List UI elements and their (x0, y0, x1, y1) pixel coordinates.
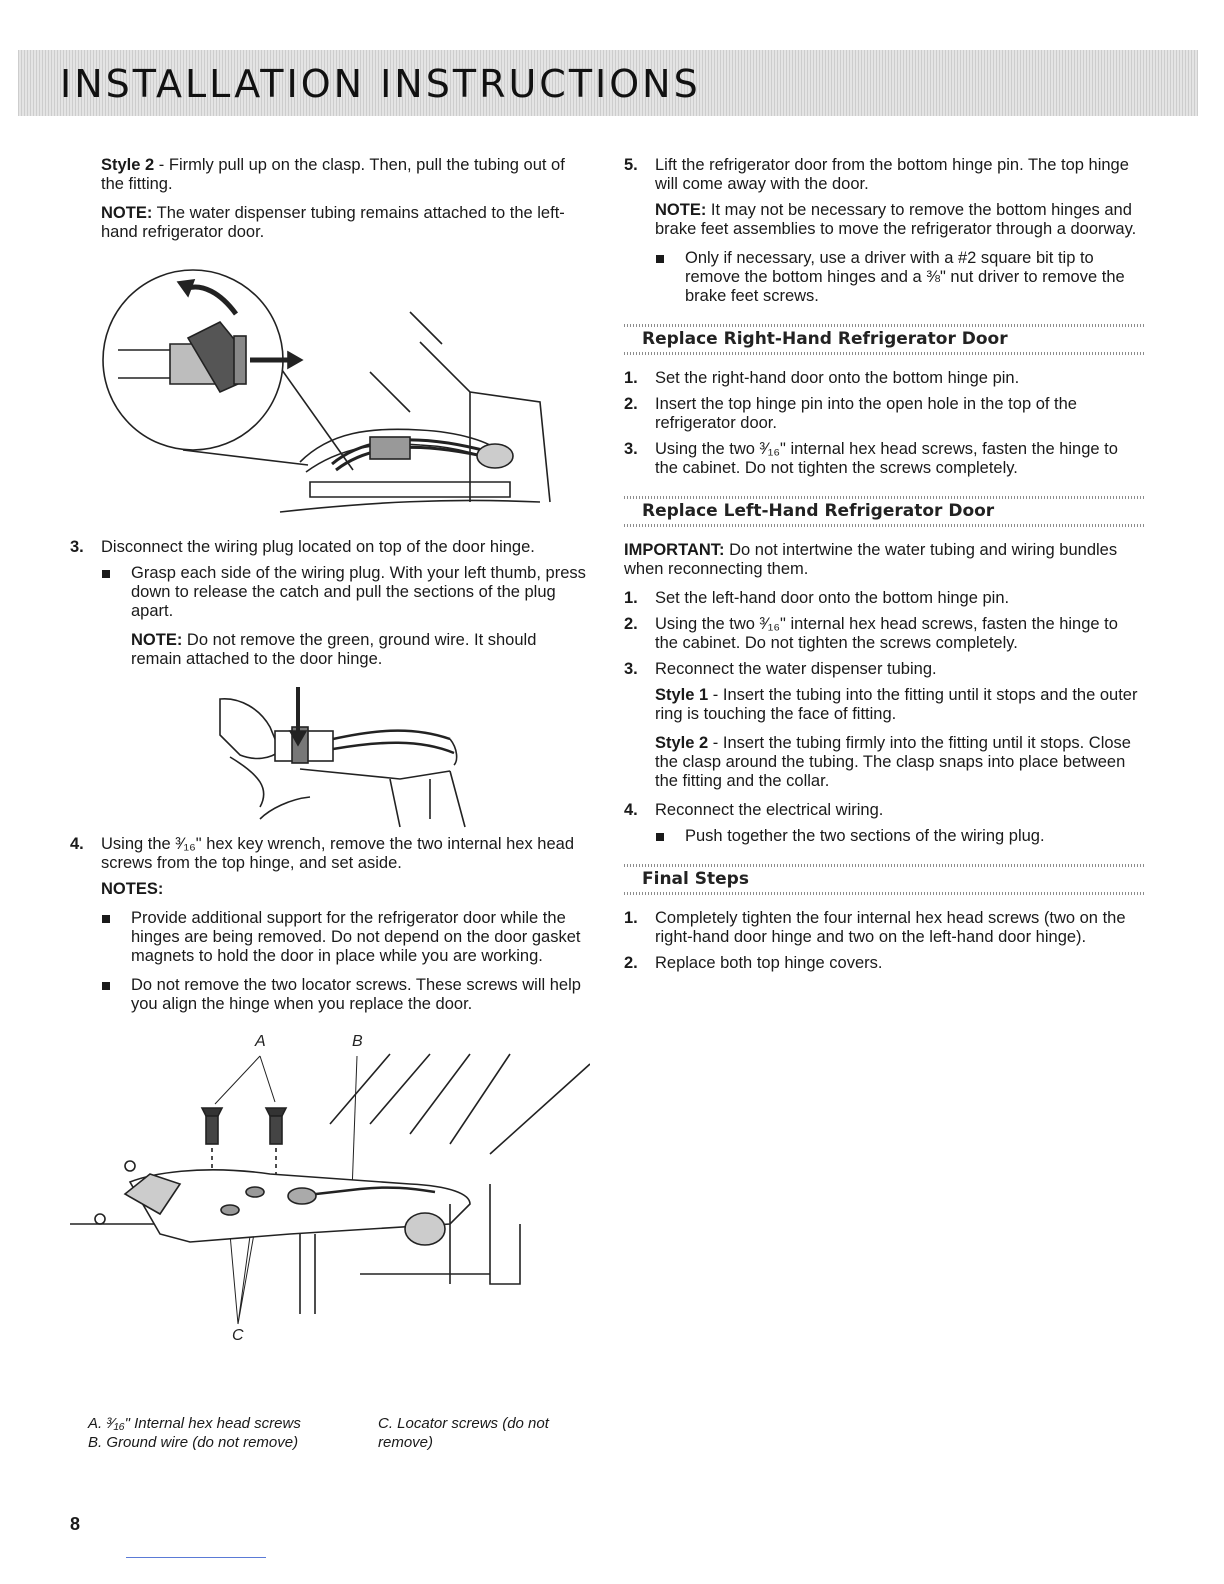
style2-paragraph (70, 156, 590, 194)
section-heading-left-hand: Replace Left-Hand Refrigerator Door (624, 496, 1144, 527)
step-number: 4. (624, 801, 638, 819)
bullet-text: Do not remove the two locator screws. These screws will help you align the hinge when you replace the door. (131, 976, 581, 1013)
bullet-marker (656, 255, 664, 263)
right-step-5 (624, 156, 1144, 194)
section-heading-right-hand: Replace Right-Hand Refrigerator Door (624, 324, 1144, 355)
note-paragraph (70, 204, 590, 242)
rh-step-3 (624, 440, 1144, 478)
legend-col-1 (88, 1414, 368, 1452)
rh-step-1 (624, 369, 1144, 388)
bullet-marker (102, 915, 110, 923)
step-text: Set the right-hand door onto the bottom hinge pin. (655, 369, 1020, 387)
legend-col-2 (378, 1414, 578, 1452)
lh-step-3 (624, 660, 1144, 679)
note-label: NOTE: (101, 204, 153, 222)
bullet-item (70, 909, 590, 966)
notes-label: NOTES: (101, 880, 164, 898)
legend-item-c: C. Locator screws (do not remove) (378, 1415, 549, 1451)
header-banner (18, 50, 1198, 116)
bullet-marker (102, 982, 110, 990)
step-text: Reconnect the water dispenser tubing. (655, 660, 937, 678)
figure-hinge-screws (70, 1024, 590, 1354)
final-step-2 (624, 954, 1144, 973)
bullet-item (624, 249, 1144, 306)
page-title: INSTALLATION INSTRUCTIONS (60, 62, 701, 106)
note-text: The water dispenser tubing remains attached to the left-hand refrigerator door. (101, 204, 565, 241)
style2-paragraph (624, 734, 1144, 791)
label-b: B (352, 1033, 363, 1050)
left-step-4 (70, 835, 590, 873)
step-number: 1. (624, 589, 638, 607)
step-text: Using the two ³⁄₁₆" internal hex head screws, fasten the hinge to the cabinet. Do not tighten the screws completely. (655, 440, 1118, 477)
step-number: 1. (624, 909, 638, 927)
style2-text: - Firmly pull up on the clasp. Then, pull the tubing out of the fitting. (101, 156, 565, 193)
step-number: 3. (624, 660, 638, 678)
label-c: C (232, 1327, 244, 1344)
figure-tubing-clasp (70, 252, 590, 532)
step3-note (70, 631, 590, 669)
bullet-item (624, 827, 1144, 846)
bullet-marker (656, 833, 664, 841)
note-label: NOTE: (131, 631, 183, 649)
step-number: 5. (624, 156, 638, 174)
important-paragraph (624, 541, 1144, 579)
important-text: Do not intertwine the water tubing and wiring bundles when reconnecting them. (624, 541, 1118, 578)
step-number: 2. (624, 615, 638, 633)
step-text: Set the left-hand door onto the bottom hinge pin. (655, 589, 1010, 607)
style2-label: Style 2 (101, 156, 155, 174)
step-text: Using the two ³⁄₁₆" internal hex head screws, fasten the hinge to the cabinet. Do not tighten the screws completely. (655, 615, 1118, 652)
lh-step-1 (624, 589, 1144, 608)
style1-paragraph (624, 686, 1144, 724)
label-a: A (255, 1033, 266, 1050)
step-number: 4. (70, 835, 84, 853)
lh-step-4 (624, 801, 1144, 820)
step-text: Replace both top hinge covers. (655, 954, 883, 972)
step-text: Completely tighten the four internal hex head screws (two on the right-hand door hinge and two on the left-hand door hinge). (655, 909, 1126, 946)
step-number: 1. (624, 369, 638, 387)
step-number: 2. (624, 954, 638, 972)
bullet-item (70, 976, 590, 1014)
style1-label: Style 1 (655, 686, 709, 704)
footer-rule (126, 1557, 266, 1558)
step-number: 2. (624, 395, 638, 413)
note-label: NOTE: (655, 201, 707, 219)
bullet-text: Push together the two sections of the wiring plug. (685, 827, 1045, 845)
bullet-text: Grasp each side of the wiring plug. With your left thumb, press down to release the catch and pull the sections of the plug apart. (131, 564, 586, 620)
left-column (70, 156, 590, 1354)
step-number: 3. (70, 538, 84, 556)
bullet-text: Provide additional support for the refrigerator door while the hinges are being removed. Do not depend on the door gasket magnets to hold the door in place while you are working. (131, 909, 581, 965)
important-label: IMPORTANT: (624, 541, 725, 559)
step-text: Reconnect the electrical wiring. (655, 801, 884, 819)
page-number: 8 (70, 1514, 81, 1534)
style2-text: - Insert the tubing firmly into the fitting until it stops. Close the clasp around the tubing. The clasp snaps into place between the fitting and the collar. (655, 734, 1131, 790)
style1-text: - Insert the tubing into the fitting until it stops and the outer ring is touching the face of fitting. (655, 686, 1138, 723)
step-text: Insert the top hinge pin into the open hole in the top of the refrigerator door. (655, 395, 1077, 432)
rh-step-2 (624, 395, 1144, 433)
figure-wiring-plug (70, 679, 590, 829)
bullet-text: Only if necessary, use a driver with a #2 square bit tip to remove the bottom hinges and a ⅜" nut driver to remove the brake feet screws. (685, 249, 1125, 305)
final-step-1 (624, 909, 1144, 947)
right-column (624, 156, 1144, 980)
note-text: It may not be necessary to remove the bottom hinges and brake feet assemblies to move the refrigerator through a doorway. (655, 201, 1137, 238)
step5-note (624, 201, 1144, 239)
step-number: 3. (624, 440, 638, 458)
legend-item-b: B. Ground wire (do not remove) (88, 1434, 299, 1451)
step-text: Using the ³⁄₁₆" hex key wrench, remove the two internal hex head screws from the top hinge, and set aside. (101, 835, 574, 872)
section-heading-final-steps: Final Steps (624, 864, 1144, 895)
lh-step-2 (624, 615, 1144, 653)
step-text: Disconnect the wiring plug located on top of the door hinge. (101, 538, 535, 556)
legend-item-a: A. ³⁄₁₆" Internal hex head screws (88, 1415, 301, 1432)
bullet-marker (102, 570, 110, 578)
style2-label: Style 2 (655, 734, 709, 752)
bullet-item (70, 564, 590, 621)
note-text: Do not remove the green, ground wire. It should remain attached to the door hinge. (131, 631, 537, 668)
left-step-3 (70, 538, 590, 557)
step-text: Lift the refrigerator door from the bottom hinge pin. The top hinge will come away with the door. (655, 156, 1129, 193)
